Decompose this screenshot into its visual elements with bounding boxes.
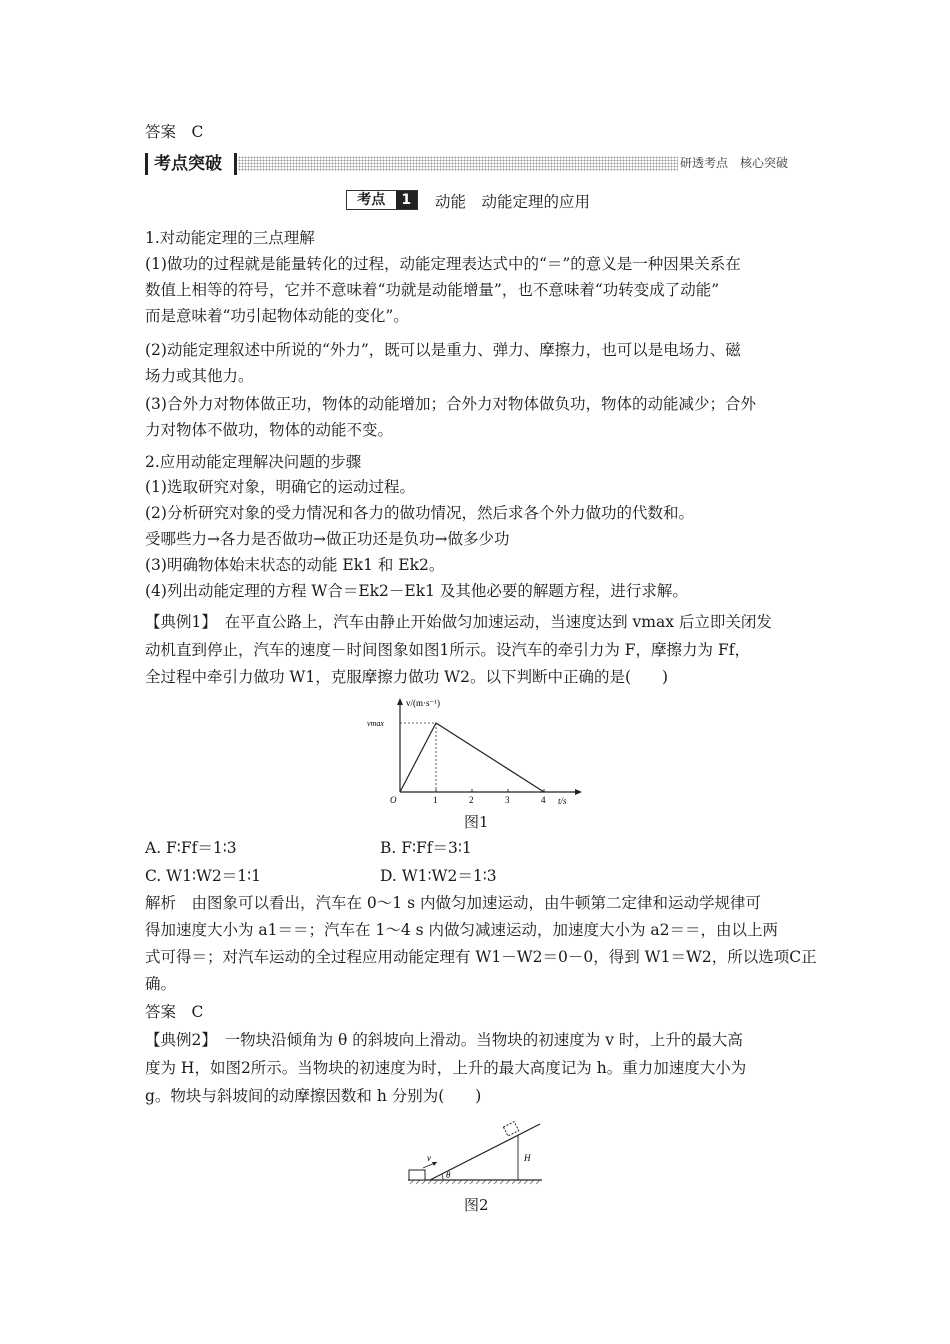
H-label: H xyxy=(524,1153,531,1163)
solution-line: 得加速度大小为 a1＝＝；汽车在 1～4 s 内做匀减速运动，加速度大小为 a2＝＝，由以上两 xyxy=(145,921,779,939)
example1-line: 动机直到停止，汽车的速度－时间图象如图1所示。设汽车的牵引力为 F，摩擦力为 Ff， xyxy=(145,641,750,659)
x-axis-label: t/s xyxy=(558,796,567,806)
example2-line: 度为 H，如图2所示。当物块的初速度为时，上升的最大高度记为 h。重力加速度大小为 xyxy=(145,1059,747,1077)
figure2-caption: 图2 xyxy=(464,1196,489,1214)
section-banner-title: 考点突破 xyxy=(145,153,237,175)
option-a: A. F∶Ff＝1∶3 xyxy=(145,839,237,857)
block-top xyxy=(503,1122,518,1136)
answer-line: 答案 C xyxy=(145,1003,204,1021)
kaodian-number: 1 xyxy=(396,191,417,209)
paragraph-line: (3)明确物体始末状态的动能 Ek1 和 Ek2。 xyxy=(145,556,445,574)
x-tick-label: 2 xyxy=(469,795,474,805)
slope-diagram xyxy=(405,1118,545,1190)
paragraph-line: 数值上相等的符号，它并不意味着“功就是动能增量”，也不意味着“功转变成了动能” xyxy=(145,281,720,299)
paragraph-line: (3)合外力对物体做正功，物体的动能增加；合外力对物体做负功，物体的动能减少；合外 xyxy=(145,395,756,413)
kaodian-badge xyxy=(346,190,418,210)
paragraph-line: (1)做功的过程就是能量转化的过程，动能定理表达式中的“＝”的意义是一种因果关系在 xyxy=(145,255,741,273)
paragraph-line: 力对物体不做功，物体的动能不变。 xyxy=(145,421,394,439)
paragraph-line: (4)列出动能定理的方程 W合＝Ek2－Ek1 及其他必要的解题方程，进行求解。 xyxy=(145,582,688,600)
section1-heading: 1.对动能定理的三点理解 xyxy=(145,229,315,247)
x-tick-label: 4 xyxy=(541,795,546,805)
v-label: v xyxy=(427,1153,431,1163)
solution-line: 解析 由图象可以看出，汽车在 0～1 s 内做匀加速运动，由牛顿第二定律和运动学规律可 xyxy=(145,894,761,912)
x-tick-label: 3 xyxy=(505,795,510,805)
example1-line: 全过程中牵引力做功 W1，克服摩擦力做功 W2。以下判断中正确的是( ) xyxy=(145,668,669,686)
figure1-caption: 图1 xyxy=(464,813,489,831)
solution-line: 式可得＝；对汽车运动的全过程应用动能定理有 W1－W2＝0－0，得到 W1＝W2，所以选项C正 xyxy=(145,948,817,966)
answer-line: 答案 C xyxy=(145,123,204,141)
paragraph-line: (1)选取研究对象，明确它的运动过程。 xyxy=(145,478,415,496)
paragraph-line: 而是意味着“功引起物体动能的变化”。 xyxy=(145,307,409,325)
kaodian-label: 考点 xyxy=(357,192,386,208)
paragraph-line: 场力或其他力。 xyxy=(145,367,254,385)
example1-line: 【典例1】 在平直公路上，汽车由静止开始做匀加速运动，当速度达到 vmax 后立即关闭发 xyxy=(145,613,772,631)
angle-arc xyxy=(442,1174,443,1180)
x-axis-arrow-icon xyxy=(575,789,582,795)
banner-dotted-rule xyxy=(238,156,678,171)
option-d: D. W1∶W2＝1∶3 xyxy=(380,867,497,885)
block-bottom xyxy=(409,1170,425,1180)
option-c: C. W1∶W2＝1∶1 xyxy=(145,867,262,885)
y-axis-arrow-icon xyxy=(397,698,403,705)
paragraph-line: (2)分析研究对象的受力情况和各力的做功情况，然后求各个外力做功的代数和。 xyxy=(145,504,694,522)
theta-label: θ xyxy=(446,1170,451,1180)
banner-subtitle: 研透考点 核心突破 xyxy=(680,156,789,170)
example2-line: g。物块与斜坡间的动摩擦因数和 h 分别为( ) xyxy=(145,1087,482,1105)
paragraph-line: (2)动能定理叙述中所说的“外力”，既可以是重力、弹力、摩擦力，也可以是电场力、磁 xyxy=(145,341,741,359)
x-tick-label: 1 xyxy=(433,795,438,805)
velocity-line xyxy=(400,723,544,792)
option-b: B. F∶Ff＝3∶1 xyxy=(380,839,472,857)
solution-line: 确。 xyxy=(145,975,177,993)
flow-line: 受哪些力→各力是否做功→做正功还是负功→做多少功 xyxy=(145,530,510,548)
kaodian-title: 动能 动能定理的应用 xyxy=(435,193,591,211)
section2-heading: 2.应用动能定理解决问题的步骤 xyxy=(145,453,362,471)
origin-label: O xyxy=(390,795,397,805)
example2-line: 【典例2】 一物块沿倾角为 θ 的斜坡向上滑动。当物块的初速度为 v 时，上升的最大高 xyxy=(145,1031,743,1049)
y-axis-label: v/(m·s⁻¹) xyxy=(406,698,440,708)
velocity-time-chart xyxy=(350,690,590,810)
y-tick-label: vmax xyxy=(367,719,384,728)
